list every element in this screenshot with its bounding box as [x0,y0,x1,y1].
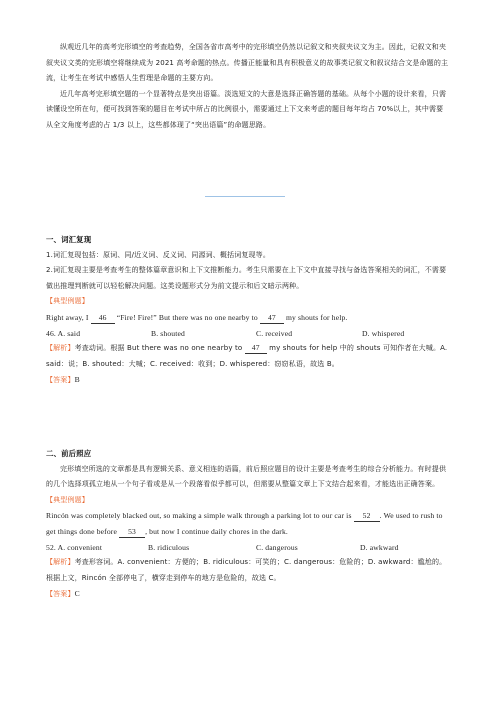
intro-paragraph-2: 近几年高考完形填空题的一个显著特点是突出语篇。淡选短文的大意是选择正确答题的基础。从每个小题的设计来看，只需读懂设空所在句，便可找到答案的题目在考试中所占的比例很小，需要通过上下文来考虑的题目每年均占 70%以上，其中需要从全文角度考虑的占 1/3 以上，这些都体现了“突出语篇”的命题思路。 [46,89,447,129]
answer-tag: 【答案】 [46,590,75,599]
question-text: . We used to rush to get things done before [46,511,443,536]
answer-blank: 47 [245,342,267,354]
section-heading: 一、词汇复现 [46,235,92,244]
option: 52. A. convenient [46,542,103,552]
body-paragraph: 完形填空所选的文章都是具有逻辑关系、意义相连的语篇，前后照应题目的设计主要是考查考生的综合分析能力。有时提供的几个选择项孤立地从一个句子看或是从一个段落看似乎都可以，但需要从整篇文章上下文结合起来看，才能选出正确答案。 [46,464,447,489]
section-heading: 二、前后照应 [46,449,92,458]
question-text: Right away, I [46,312,89,322]
answer-blank: 52 [354,510,380,522]
analysis-tag: 【解析】 [46,344,75,353]
option-list [46,326,450,342]
analysis-text: 考查形容词。A. convenient：方便的；B. ridiculous：可笑的；C. dangerous：危险的；D. awkward：尴尬的。根据上文，Rincón 全部停电了，横穿走到停车的地方是危险的，故选 C。 [46,558,447,582]
analysis-text: 考查动词。根据 But there was no one nearby to [74,344,243,353]
answer-line [46,586,450,603]
option-list [46,540,450,556]
body-paragraph: 2.词汇复现主要是考查考生的整体篇章意识和上下文推断能力。考生只需要在上下文中直接寻找与备选答案相关的词汇，不需要做出推理判断就可以轻松解决问题。这类设题形式分为前文提示和后文暗示两种。 [46,266,447,290]
answer-blank: 53 [119,526,145,538]
answer-blank: 46 [91,312,115,324]
example-tag: 【典型例题】 [46,495,89,504]
example-question [46,508,450,539]
intro-section [46,40,450,134]
option: D. awkward [360,542,399,552]
analysis-text: my shouts for help 中的 shouts 可知作者在大喊。A. said：说；B. shouted：大喊；C. received：收到；D. whispered：窃窃私语，故选 B。 [46,344,448,368]
option: C. dangerous [256,542,298,552]
question-text: my shouts for help. [285,312,348,322]
option: D. whispered [362,328,405,338]
body-paragraph: 1.词汇复现包括：原词、同/近义词、反义词、同源词、概括词复现等。 [46,250,270,259]
question-text: , but now I continue daily chores in the dark. [145,526,288,536]
answer-value: B [74,375,80,385]
analysis-paragraph [46,555,450,586]
analysis-tag: 【解析】 [46,558,75,567]
question-text: “Fire! Fire!” But there was no one nearby to [116,312,258,322]
section-vocabulary-recurrence [46,232,450,389]
section-context-correspondence [46,446,450,603]
answer-line [46,372,450,389]
question-text: Rincón was completely blacked out, so making a simple walk through a parking lot to our car is [46,511,352,521]
option: B. shouted [151,328,185,338]
analysis-paragraph [46,341,450,372]
example-tag: 【典型例题】 [46,297,89,306]
section-divider [205,196,285,197]
answer-blank: 47 [260,312,284,324]
example-question [46,310,450,326]
answer-tag: 【答案】 [46,376,75,385]
option: 46. A. said [46,328,81,338]
option: C. received [256,328,293,338]
answer-value: C [74,589,80,599]
intro-paragraph-1: 纵观近几年的高考完形填空的考查趋势，全国各省市高考中的完形填空仍然以记叙文和夹叙夹议文为主。因此，记叙文和夹叙夹议文类的完形填空将继续成为 2021 高考命题的热点。传播正能量和具有积极意义的故事类记叙文和叙议结合文是命题的主流，让考生在考试中感悟人生哲理是命题的主要方向。 [46,43,449,83]
option: B. ridiculous [148,542,190,552]
